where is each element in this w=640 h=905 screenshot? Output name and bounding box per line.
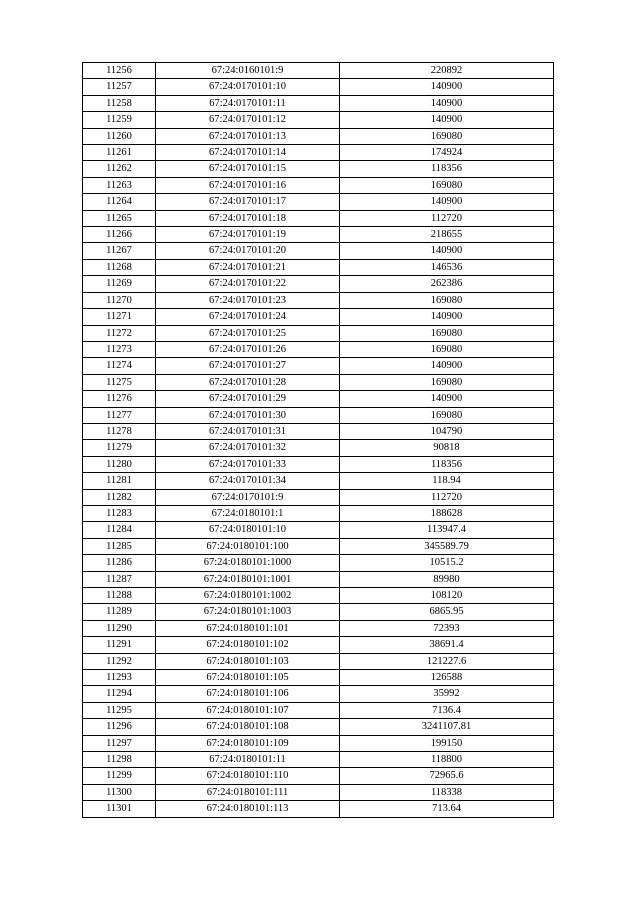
table-row <box>83 637 554 653</box>
row-number-cell: 11287 <box>83 571 156 587</box>
cadastral-value-cell: 345589.79 <box>340 538 554 554</box>
table-row <box>83 752 554 768</box>
row-number-cell: 11272 <box>83 325 156 341</box>
table-row <box>83 145 554 161</box>
cadastral-number-cell: 67:24:0170101:10 <box>156 79 340 95</box>
row-number-cell: 11283 <box>83 505 156 521</box>
row-number-cell: 11300 <box>83 784 156 800</box>
table-row <box>83 801 554 817</box>
cadastral-number-cell: 67:24:0180101:109 <box>156 735 340 751</box>
table-row <box>83 719 554 735</box>
cadastral-value-cell: 262386 <box>340 276 554 292</box>
cadastral-number-cell: 67:24:0180101:111 <box>156 784 340 800</box>
row-number-cell: 11261 <box>83 145 156 161</box>
cadastral-value-cell: 72393 <box>340 620 554 636</box>
table-row <box>83 702 554 718</box>
cadastral-value-cell: 72965.6 <box>340 768 554 784</box>
cadastral-value-cell: 6865.95 <box>340 604 554 620</box>
row-number-cell: 11275 <box>83 374 156 390</box>
cadastral-value-cell: 140900 <box>340 79 554 95</box>
cadastral-number-cell: 67:24:0170101:13 <box>156 128 340 144</box>
cadastral-number-cell: 67:24:0180101:110 <box>156 768 340 784</box>
cadastral-number-cell: 67:24:0180101:106 <box>156 686 340 702</box>
cadastral-value-cell: 188628 <box>340 505 554 521</box>
row-number-cell: 11291 <box>83 637 156 653</box>
cadastral-value-cell: 140900 <box>340 309 554 325</box>
cadastral-number-cell: 67:24:0180101:102 <box>156 637 340 653</box>
row-number-cell: 11296 <box>83 719 156 735</box>
cadastral-number-cell: 67:24:0180101:1001 <box>156 571 340 587</box>
cadastral-number-cell: 67:24:0170101:21 <box>156 259 340 275</box>
table-row <box>83 670 554 686</box>
row-number-cell: 11271 <box>83 309 156 325</box>
row-number-cell: 11299 <box>83 768 156 784</box>
table-row <box>83 588 554 604</box>
table-row <box>83 177 554 193</box>
cadastral-number-cell: 67:24:0180101:1 <box>156 505 340 521</box>
cadastral-value-cell: 140900 <box>340 243 554 259</box>
row-number-cell: 11270 <box>83 292 156 308</box>
row-number-cell: 11264 <box>83 194 156 210</box>
cadastral-number-cell: 67:24:0170101:20 <box>156 243 340 259</box>
row-number-cell: 11277 <box>83 407 156 423</box>
cadastral-value-cell: 146536 <box>340 259 554 275</box>
cadastral-number-cell: 67:24:0170101:24 <box>156 309 340 325</box>
cadastral-value-cell: 140900 <box>340 358 554 374</box>
row-number-cell: 11285 <box>83 538 156 554</box>
cadastral-number-cell: 67:24:0170101:27 <box>156 358 340 374</box>
cadastral-number-cell: 67:24:0170101:31 <box>156 423 340 439</box>
cadastral-value-cell: 7136.4 <box>340 702 554 718</box>
table-row <box>83 161 554 177</box>
table-row <box>83 555 554 571</box>
cadastral-number-cell: 67:24:0170101:12 <box>156 112 340 128</box>
row-number-cell: 11286 <box>83 555 156 571</box>
row-number-cell: 11279 <box>83 440 156 456</box>
cadastral-value-cell: 169080 <box>340 407 554 423</box>
table-row <box>83 374 554 390</box>
row-number-cell: 11256 <box>83 63 156 79</box>
cadastral-number-cell: 67:24:0170101:34 <box>156 473 340 489</box>
row-number-cell: 11262 <box>83 161 156 177</box>
cadastral-number-cell: 67:24:0180101:105 <box>156 670 340 686</box>
cadastral-value-cell: 169080 <box>340 128 554 144</box>
cadastral-value-cell: 90818 <box>340 440 554 456</box>
table-row <box>83 735 554 751</box>
cadastral-value-cell: 10515.2 <box>340 555 554 571</box>
cadastral-number-cell: 67:24:0170101:30 <box>156 407 340 423</box>
cadastral-value-cell: 169080 <box>340 325 554 341</box>
cadastral-value-cell: 3241107.81 <box>340 719 554 735</box>
table-row <box>83 112 554 128</box>
row-number-cell: 11289 <box>83 604 156 620</box>
cadastral-number-cell: 67:24:0180101:103 <box>156 653 340 669</box>
cadastral-number-cell: 67:24:0180101:11 <box>156 752 340 768</box>
cadastral-value-cell: 118800 <box>340 752 554 768</box>
row-number-cell: 11260 <box>83 128 156 144</box>
row-number-cell: 11266 <box>83 227 156 243</box>
row-number-cell: 11259 <box>83 112 156 128</box>
cadastral-number-cell: 67:24:0170101:11 <box>156 95 340 111</box>
row-number-cell: 11267 <box>83 243 156 259</box>
cadastral-number-cell: 67:24:0180101:10 <box>156 522 340 538</box>
table-row <box>83 505 554 521</box>
table-row <box>83 325 554 341</box>
cadastral-value-cell: 140900 <box>340 95 554 111</box>
cadastral-number-cell: 67:24:0160101:9 <box>156 63 340 79</box>
row-number-cell: 11292 <box>83 653 156 669</box>
cadastral-number-cell: 67:24:0170101:25 <box>156 325 340 341</box>
cadastral-number-cell: 67:24:0170101:26 <box>156 341 340 357</box>
table-row <box>83 63 554 79</box>
cadastral-number-cell: 67:24:0170101:16 <box>156 177 340 193</box>
cadastral-number-cell: 67:24:0170101:18 <box>156 210 340 226</box>
table-row <box>83 489 554 505</box>
table-row <box>83 440 554 456</box>
table-body <box>83 63 554 818</box>
cadastral-value-cell: 218655 <box>340 227 554 243</box>
row-number-cell: 11268 <box>83 259 156 275</box>
cadastral-value-cell: 118356 <box>340 456 554 472</box>
cadastral-value-cell: 220892 <box>340 63 554 79</box>
row-number-cell: 11273 <box>83 341 156 357</box>
table-row <box>83 653 554 669</box>
table-row <box>83 243 554 259</box>
cadastral-value-cell: 89980 <box>340 571 554 587</box>
row-number-cell: 11281 <box>83 473 156 489</box>
table-row <box>83 686 554 702</box>
row-number-cell: 11278 <box>83 423 156 439</box>
table-row <box>83 309 554 325</box>
table-row <box>83 407 554 423</box>
table-row <box>83 227 554 243</box>
row-number-cell: 11263 <box>83 177 156 193</box>
cadastral-number-cell: 67:24:0180101:113 <box>156 801 340 817</box>
table-row <box>83 341 554 357</box>
cadastral-value-cell: 126588 <box>340 670 554 686</box>
cadastral-number-cell: 67:24:0180101:107 <box>156 702 340 718</box>
table-row <box>83 95 554 111</box>
cadastral-number-cell: 67:24:0170101:9 <box>156 489 340 505</box>
cadastral-value-cell: 169080 <box>340 292 554 308</box>
row-number-cell: 11282 <box>83 489 156 505</box>
cadastral-value-cell: 140900 <box>340 194 554 210</box>
cadastral-value-cell: 104790 <box>340 423 554 439</box>
row-number-cell: 11288 <box>83 588 156 604</box>
cadastral-number-cell: 67:24:0170101:33 <box>156 456 340 472</box>
table-row <box>83 210 554 226</box>
cadastral-value-cell: 140900 <box>340 391 554 407</box>
cadastral-value-cell: 713.64 <box>340 801 554 817</box>
cadastral-number-cell: 67:24:0180101:108 <box>156 719 340 735</box>
cadastral-value-cell: 169080 <box>340 341 554 357</box>
row-number-cell: 11274 <box>83 358 156 374</box>
table-row <box>83 259 554 275</box>
row-number-cell: 11301 <box>83 801 156 817</box>
cadastral-number-cell: 67:24:0170101:15 <box>156 161 340 177</box>
row-number-cell: 11257 <box>83 79 156 95</box>
cadastral-value-cell: 169080 <box>340 374 554 390</box>
row-number-cell: 11290 <box>83 620 156 636</box>
cadastral-number-cell: 67:24:0180101:100 <box>156 538 340 554</box>
cadastral-value-cell: 35992 <box>340 686 554 702</box>
cadastral-number-cell: 67:24:0170101:28 <box>156 374 340 390</box>
row-number-cell: 11276 <box>83 391 156 407</box>
cadastral-value-cell: 118338 <box>340 784 554 800</box>
row-number-cell: 11269 <box>83 276 156 292</box>
cadastral-number-cell: 67:24:0180101:1000 <box>156 555 340 571</box>
table-row <box>83 768 554 784</box>
cadastral-number-cell: 67:24:0170101:17 <box>156 194 340 210</box>
row-number-cell: 11265 <box>83 210 156 226</box>
cadastral-value-cell: 140900 <box>340 112 554 128</box>
cadastral-value-cell: 118356 <box>340 161 554 177</box>
table-row <box>83 194 554 210</box>
table-row <box>83 128 554 144</box>
cadastral-value-cell: 174924 <box>340 145 554 161</box>
cadastral-number-cell: 67:24:0180101:1002 <box>156 588 340 604</box>
cadastral-number-cell: 67:24:0170101:14 <box>156 145 340 161</box>
cadastral-value-cell: 118.94 <box>340 473 554 489</box>
row-number-cell: 11258 <box>83 95 156 111</box>
cadastral-number-cell: 67:24:0170101:29 <box>156 391 340 407</box>
cadastral-value-cell: 112720 <box>340 489 554 505</box>
table-row <box>83 538 554 554</box>
cadastral-number-cell: 67:24:0170101:32 <box>156 440 340 456</box>
table-row <box>83 571 554 587</box>
row-number-cell: 11284 <box>83 522 156 538</box>
table-row <box>83 292 554 308</box>
table-row <box>83 473 554 489</box>
cadastral-number-cell: 67:24:0180101:101 <box>156 620 340 636</box>
cadastral-number-cell: 67:24:0170101:19 <box>156 227 340 243</box>
cadastral-value-cell: 113947.4 <box>340 522 554 538</box>
table-row <box>83 522 554 538</box>
cadastral-number-cell: 67:24:0170101:22 <box>156 276 340 292</box>
table-row <box>83 784 554 800</box>
cadastral-number-cell: 67:24:0180101:1003 <box>156 604 340 620</box>
cadastral-value-cell: 169080 <box>340 177 554 193</box>
cadastral-value-table <box>82 62 554 818</box>
table-row <box>83 456 554 472</box>
table-row <box>83 620 554 636</box>
table-row <box>83 358 554 374</box>
row-number-cell: 11280 <box>83 456 156 472</box>
cadastral-value-cell: 121227.6 <box>340 653 554 669</box>
row-number-cell: 11293 <box>83 670 156 686</box>
cadastral-value-cell: 108120 <box>340 588 554 604</box>
table-row <box>83 391 554 407</box>
cadastral-number-cell: 67:24:0170101:23 <box>156 292 340 308</box>
table-row <box>83 423 554 439</box>
table-row <box>83 604 554 620</box>
row-number-cell: 11298 <box>83 752 156 768</box>
row-number-cell: 11295 <box>83 702 156 718</box>
table-row <box>83 79 554 95</box>
cadastral-value-cell: 38691.4 <box>340 637 554 653</box>
cadastral-value-cell: 112720 <box>340 210 554 226</box>
cadastral-value-cell: 199150 <box>340 735 554 751</box>
row-number-cell: 11297 <box>83 735 156 751</box>
row-number-cell: 11294 <box>83 686 156 702</box>
table-row <box>83 276 554 292</box>
